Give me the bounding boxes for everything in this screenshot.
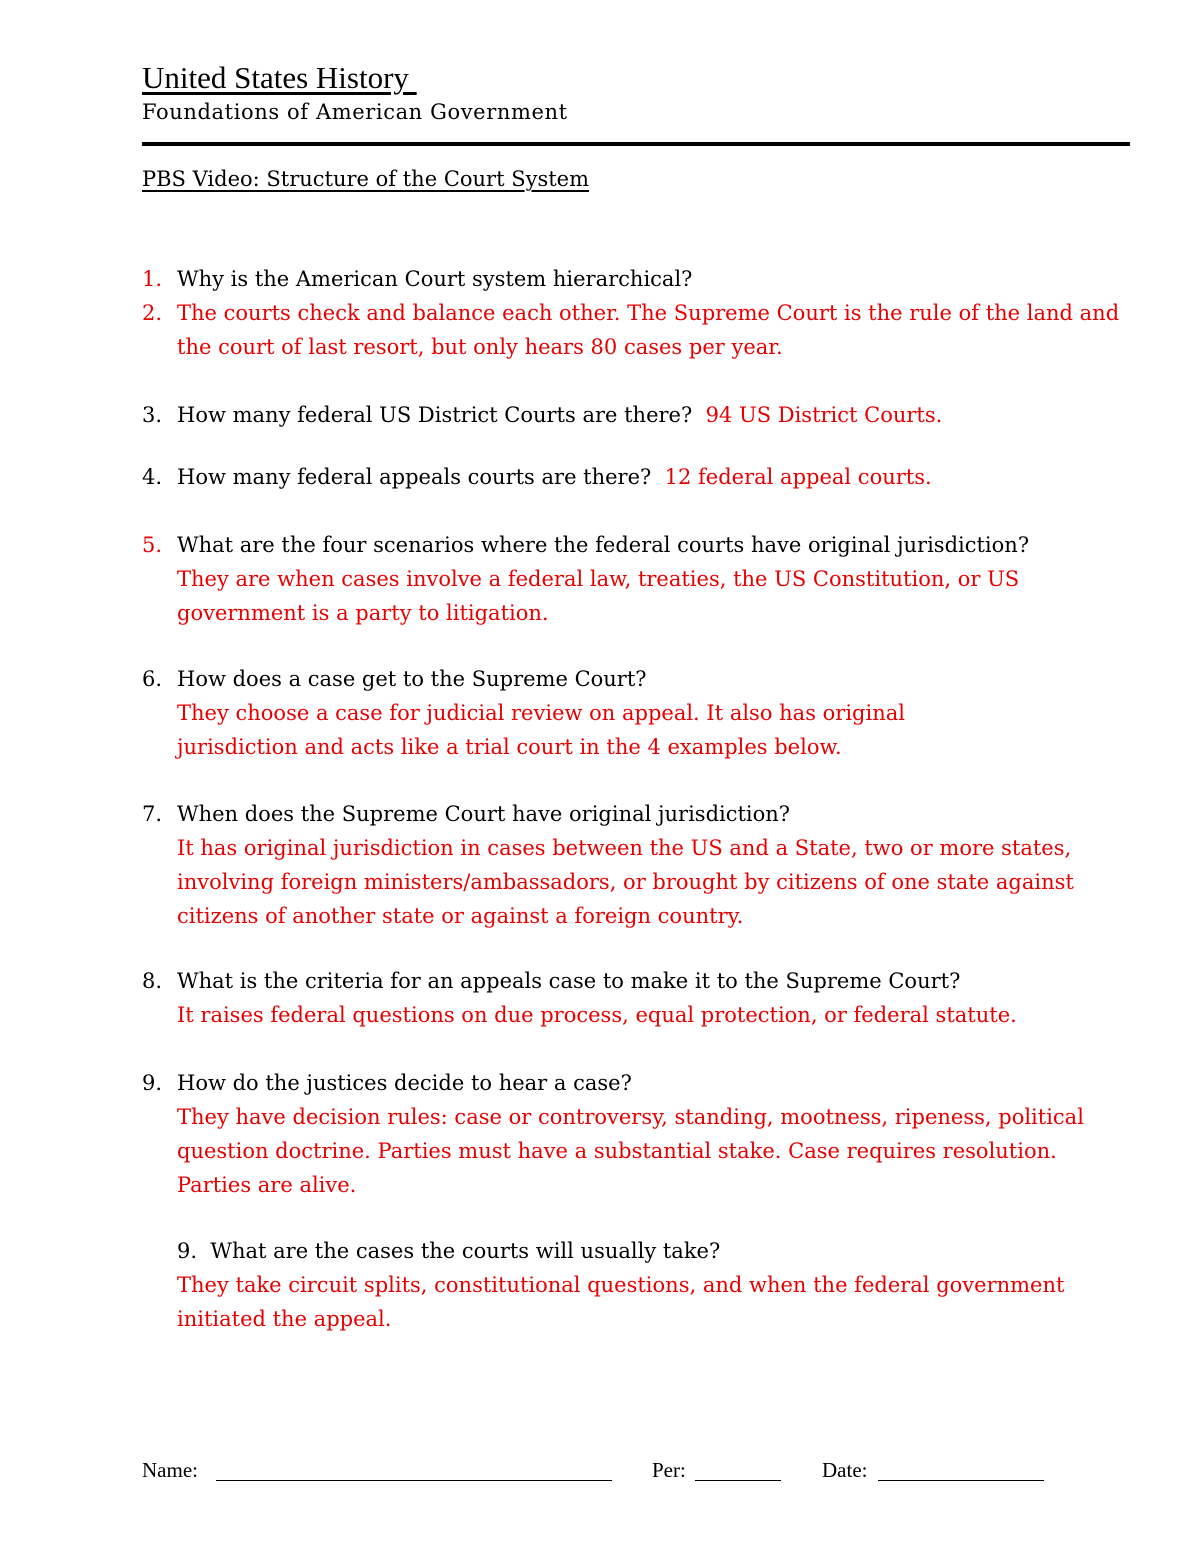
list-item xyxy=(177,1234,1077,1336)
item-body xyxy=(177,460,1142,494)
answer-text: It has original jurisdiction in cases between the US and a State, two or more states, involving foreign ministers/ambassadors, or brought by citizens of one state against citizens of another state or against a foreign country. xyxy=(177,836,1074,928)
header-divider xyxy=(142,142,1130,146)
list-item xyxy=(142,662,1022,764)
question-text: What is the criteria for an appeals case to make it to the Supreme Court? xyxy=(177,969,961,993)
item-body xyxy=(177,1066,1132,1202)
item-body xyxy=(177,296,1142,364)
item-body xyxy=(177,964,1162,1032)
section-title: PBS Video: Structure of the Court System xyxy=(142,167,590,191)
date-field[interactable] xyxy=(878,1480,1044,1481)
list-item xyxy=(142,398,1142,432)
period-label: Per: xyxy=(652,1458,686,1482)
answer-text: 94 US District Courts. xyxy=(705,403,943,427)
list-item xyxy=(142,964,1162,1032)
item-number: 9. xyxy=(177,1239,198,1263)
question-text: What are the four scenarios where the federal courts have original jurisdiction? xyxy=(177,533,1043,557)
item-body xyxy=(177,662,1022,764)
question-text: What are the cases the courts will usually take? xyxy=(210,1239,721,1263)
name-label: Name: xyxy=(142,1458,198,1482)
answer-text: The courts check and balance each other. The Supreme Court is the rule of the land and the court of last resort, but only hears 80 cases per year. xyxy=(177,301,1120,359)
item-number: 7. xyxy=(142,802,163,826)
list-item xyxy=(142,262,1142,296)
question-text: How does a case get to the Supreme Court? xyxy=(177,667,647,691)
answer-text: They take circuit splits, constitutional questions, and when the federal government initiated the appeal. xyxy=(177,1273,1065,1331)
question-text: How do the justices decide to hear a case? xyxy=(177,1071,632,1095)
answer-text: It raises federal questions on due process, equal protection, or federal statute. xyxy=(177,1003,1017,1027)
list-item xyxy=(142,460,1142,494)
item-body xyxy=(177,398,1142,432)
item-number: 8. xyxy=(142,969,163,993)
item-body xyxy=(177,797,1132,933)
question-text: How many federal appeals courts are there? xyxy=(177,465,665,489)
list-item xyxy=(142,528,1062,630)
page-subtitle: Foundations of American Government xyxy=(142,100,568,124)
item-body xyxy=(177,1234,1077,1336)
answer-text: They have decision rules: case or controversy, standing, mootness, ripeness, political question doctrine. Parties must have a substantial stake. Case requires resolution. Parties are alive. xyxy=(177,1105,1084,1197)
item-number: 6. xyxy=(142,667,163,691)
item-number: 4. xyxy=(142,465,163,489)
item-number: 1. xyxy=(142,267,163,291)
date-label: Date: xyxy=(822,1458,868,1482)
question-text: Why is the American Court system hierarchical? xyxy=(177,267,693,291)
question-text: How many federal US District Courts are there? xyxy=(177,403,706,427)
list-item xyxy=(142,1066,1132,1202)
answer-text: They are when cases involve a federal law, treaties, the US Constitution, or US government is a party to litigation. xyxy=(177,567,1020,625)
item-body xyxy=(177,262,1142,296)
item-number: 2. xyxy=(142,301,163,325)
list-item xyxy=(142,296,1142,364)
item-number: 3. xyxy=(142,403,163,427)
question-text: When does the Supreme Court have original jurisdiction? xyxy=(177,802,791,826)
list-item xyxy=(142,797,1132,933)
name-field[interactable] xyxy=(216,1480,612,1481)
answer-text: They choose a case for judicial review on appeal. It also has original jurisdiction and acts like a trial court in the 4 examples below. xyxy=(177,701,905,759)
answer-text: 12 federal appeal courts. xyxy=(664,465,932,489)
item-body xyxy=(177,528,1062,630)
item-number: 9. xyxy=(142,1071,163,1095)
page-title: United States History xyxy=(142,60,417,95)
period-field[interactable] xyxy=(695,1480,781,1481)
item-number: 5. xyxy=(142,533,163,557)
